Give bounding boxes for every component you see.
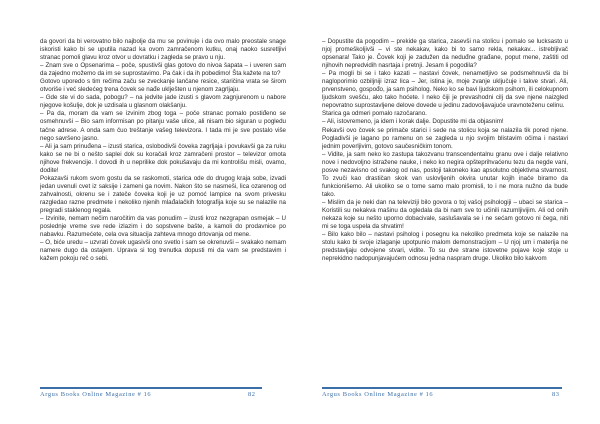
left-page-body bbox=[40, 38, 286, 384]
paragraph: – Ali ja sam prinuđena – izusti starica, oslobodivši čoveka zagrljaja i povukavši ga za ruku kako se ne bi o nešto saplei dok su koračali kroz zamračeni prostor – televizor omota njihove frekvencije. I dovodi ih u neprilike dok pokušavaju da mi kontrolišu misli, ovamo, dodite! bbox=[40, 142, 286, 174]
page-number: 83 bbox=[552, 391, 560, 398]
paragraph: – Vidite, ja sam neko ko zastupa takozvanu transcendentalnu granu ove i dalje relativno nove i nedovoljno istražene nauke, i neko ko negira opšteprihvaćenu tezu da negde vani, posve nezavisno od svakog od nas, postoji takoneko kao apsolutno objektivna stvarnost. To zvuči kao drastičan skok van uslovljenih okvira unutar kojih inače biramo da funkcionišemo. Ali ukoliko se o tome samo malo promisli, to i ne mora nužno da bude tako. bbox=[322, 150, 568, 198]
paragraph: – Dopustite da pogodim – prekide ga starica, zasevši na stolicu i pomalo se lucksasto u njoj promeškoljivši – vi ste nekakav, kako bi to samo rekla, nekakav... istrebljivač opsenara! Tako je. Čovek koji je zadužen da neduđne građane, poput mene, zaštiti od njihovih nepredvidih nasrtaja i pretnji. Jesam li pogodila? bbox=[322, 38, 568, 70]
paragraph: – Izvinite, nemam nečim naročitim da vas ponudim – izusti kroz nezgrapan osmejak – U poslednje vreme sve rede izlazim i do sopstvene bašte, a kamoli do prodavnice po nabavku. Razumećete, cela ova situacija zahteva mnogo drtovanja od mene. bbox=[40, 215, 286, 239]
right-page-body bbox=[322, 38, 568, 384]
paragraph: – Gde ste vi do sada, pobogu? – na jedvite jade izusti s glavom zagnjurenom u nabore njegove košulje, dok je uzdisala u glasnom olakšanju. bbox=[40, 94, 286, 110]
footer-rule bbox=[40, 387, 262, 389]
paragraph: – Pa mogli bi se i tako kazati – nastavi čovek, nenametljivo se podsmehnuvši da bi nagloporimio ozbiljniji izraz lica – Jer, istina je, moje zvanje uključuje i takve stvari. Ali, prvenstveno, gospođo, ja sam psiholog. Neko ko se bavi ljudskom psihom, ili celokupnom ljudskom svešću, ako tako hoćete. I neko čiji je prevashodni cilj da sve njene naizgled nepovratno suprostavljene delove dovede u jedinu zadovoljavajuće uravnoteženu celinu. bbox=[322, 70, 568, 110]
paragraph: Pokazavši rukom svom gostu da se raskomoti, starica ode do drugog kraja sobe, izvadi jedan uvenuli cvet iz saksije i zameni ga novim. Nakon što se nasmeši, lica ozarenog od zahvalnosti, okrenu se i zateče čoveka koji je uz pomoć lampice na svom privesku razgledao razne predmete i nekoliko njenih mlađalačkih fotografija koje su se nalazile na pregradi staklenog regala. bbox=[40, 174, 286, 214]
paragraph: – Znam sve o Opsenarima – poče, spustivši glas gotovo do nivoa šapata – i uveren sam da zajedno možemo da im se suprostavimo. Pa čak i da ih pobedimo! Šta kažete na to? bbox=[40, 62, 286, 78]
footer-magazine-title: Argus Books Online Magazine # 16 bbox=[322, 391, 434, 398]
paragraph: – Pa da, moram da vam se izvinim zbog toga – poče stranac pomalo postiđeno se osmehnuvši – Bio sam informisan po pitanju vaše ulice, ali nisam bio siguran u pogledu tačne adrese. A onda sam čuo treštanje vašeg televizora. I tada mi je sve postalo više nego savršeno jasno. bbox=[40, 110, 286, 142]
paragraph: Gotovo uporedo s tim rečima začu se zveckanje lančane resice, staričina vrata se širom otvoriše i već sledećeg trena čovek se nađe uklješten u njenom zagrljaju. bbox=[40, 78, 286, 94]
paragraph: Starica ga odmeri pomalo razočarano. bbox=[322, 110, 427, 118]
paragraph: da govori da bi verovatno bilo najbolje da mu se povinuje i da ovo malo preostale snage iskoristi kako bi se uputila nazad ka ovom zamračenom kutku, onaj naoko susretljivi stranac pomoli glavu kroz otvor u dovratku i zagleda se pravo u nju. bbox=[40, 38, 286, 62]
paragraph: – O, biće uredu – uzvrati čovek ugasivši ono svetlo i sam se okrenuvši – svakako nemam namere dugo da ostajem. Uprava si tog trenutka dopusti mi da vam se predstavim i kažem pokoju reč o sebi. bbox=[40, 239, 286, 263]
footer-rule bbox=[322, 387, 562, 389]
paragraph: – Ali, istovremeno, ja idem i korak dalje. Dopustite mi da objasnim! bbox=[322, 118, 504, 126]
paragraph: Rekavši ovo čovek se primače starici i sede na stolicu koja se nalazila tik pored njene. Pogladivši je lagano po ramenu on se zagleda u njo svojim blistavim očima i nastavi jednim poverljivim, gotovo saučesničkim tonom. bbox=[322, 126, 568, 150]
paragraph: – Mislim da je neki dan na televiziji bilo govora o toj vašoj psihologiji – ubaci se starica – Koristili su nekakva mašinu da ogledala da bi nam sve to učinili razumljivijim. Ali od onih nekaza koje su nešto uporno dobacivale, saslušavala se i ne sećam gotovo ni čega, niti mi se toga uspela da shvatim! bbox=[322, 198, 568, 231]
footer-magazine-title: Argus Books Online Magazine # 16 bbox=[40, 391, 152, 398]
paragraph: – Bilo kako bilo – nastavi psiholog i posegnu ka nekoliko predmeta koje se nalazile na stolu kako bi svoje izlaganje upotpunio malom demonstracijom – U njoj um i materija ne predstavljaju odvojene stvari, vidite. To su dve strane istovetne pojave koje stoje u neprekidno nadopunjavajućem odnosu jedna naspram druge. Ukoliko bilo kakvom bbox=[322, 231, 568, 263]
page-number: 82 bbox=[248, 391, 256, 398]
right-page bbox=[300, 0, 600, 424]
